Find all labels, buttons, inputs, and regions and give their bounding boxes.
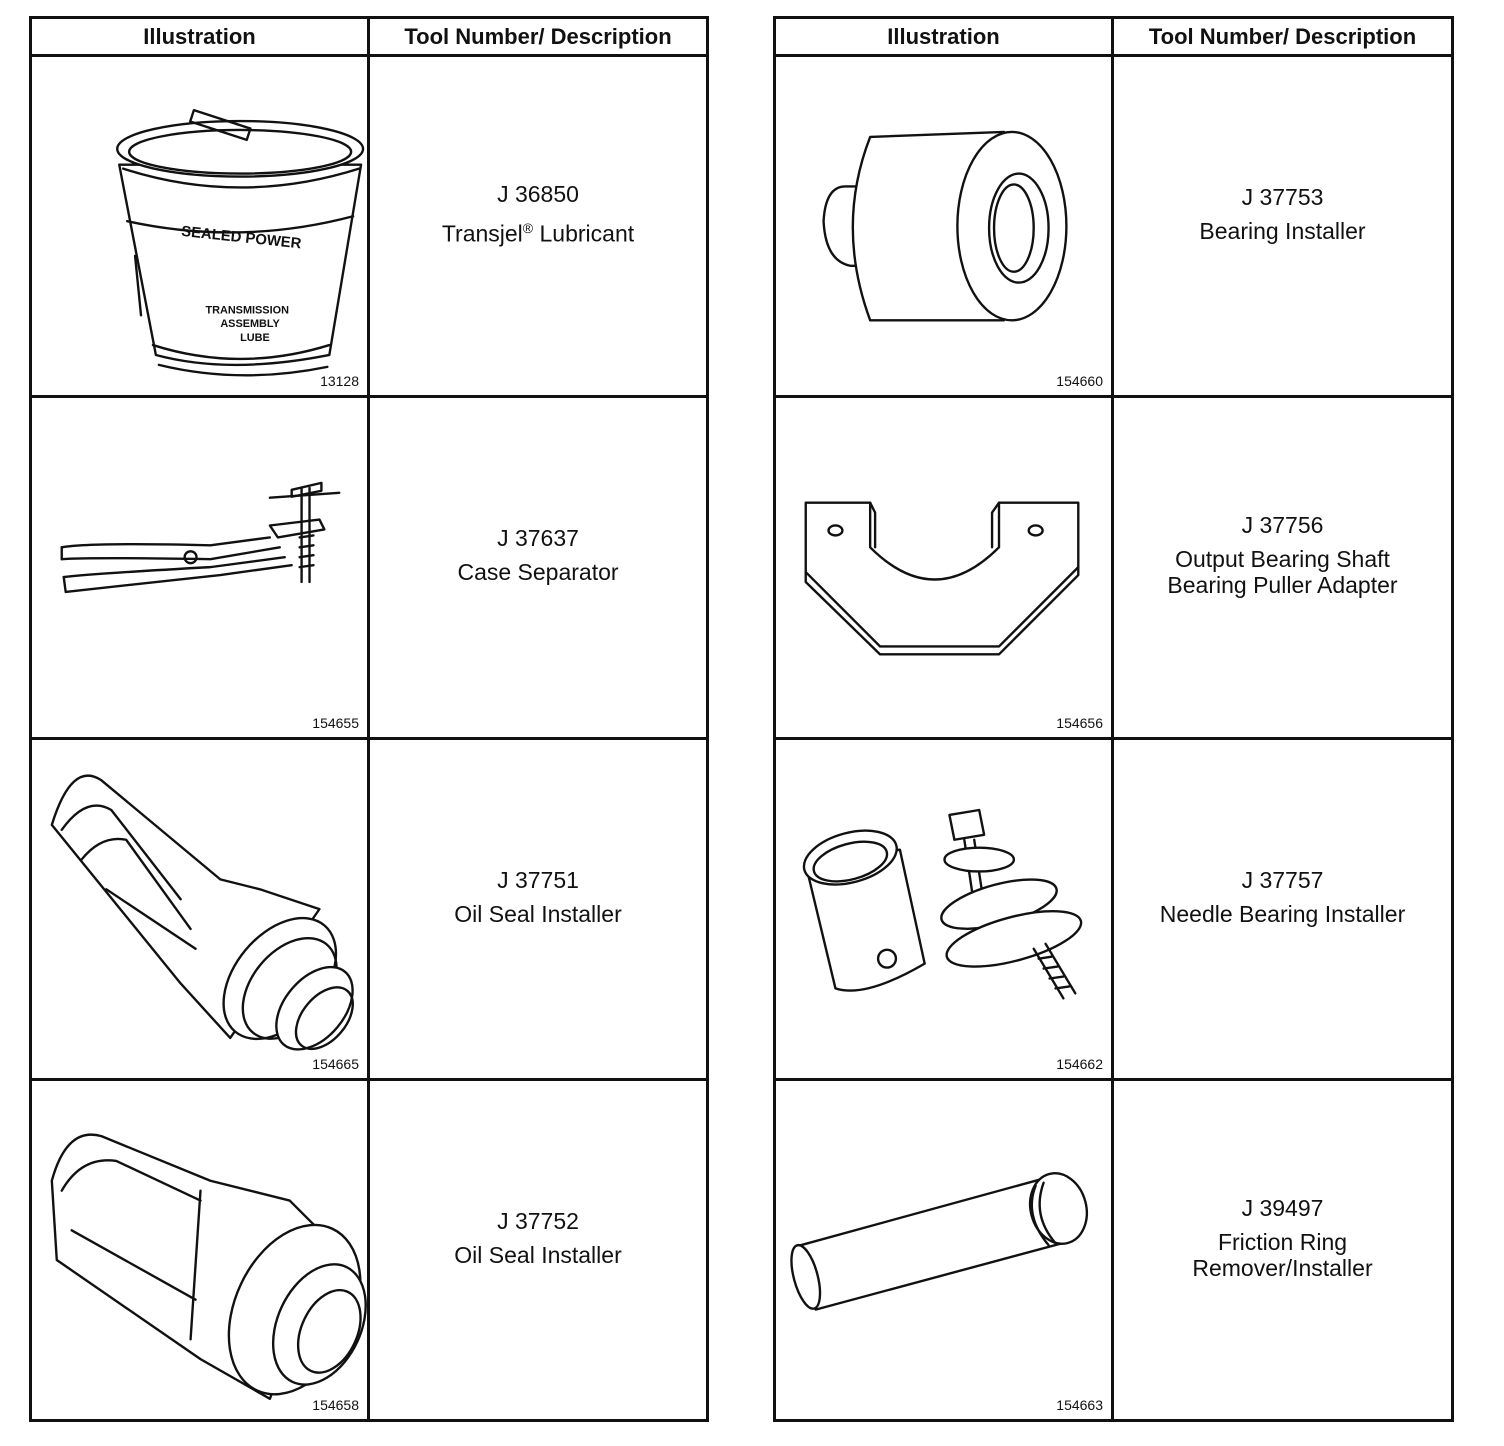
description-cell <box>1114 1081 1451 1419</box>
table-row <box>32 740 706 1081</box>
description-cell <box>1114 740 1451 1078</box>
illustration-cell <box>776 1081 1114 1419</box>
description-cell <box>370 1081 706 1419</box>
tub-label-line-3: LUBE <box>240 332 270 345</box>
figure-number: 154665 <box>312 1055 359 1072</box>
puller-adapter-icon <box>776 398 1111 736</box>
illustration-cell <box>776 57 1114 395</box>
figure-number: 154658 <box>312 1397 359 1413</box>
right-description-header: Tool Number/ Description <box>1148 23 1417 49</box>
tool-description-name: Transjel <box>441 220 523 247</box>
right-tool-table <box>773 16 1454 1422</box>
tub-brand-text: SEALED POWER <box>180 223 303 253</box>
registered-mark: ® <box>522 220 534 237</box>
tool-description-line-1: Output Bearing Shaft <box>1175 546 1390 573</box>
figure-number: 154662 <box>1056 1055 1103 1072</box>
tool-number: J 37757 <box>1241 866 1324 893</box>
tool-description <box>442 215 634 247</box>
figure-number: 154655 <box>312 714 359 731</box>
figure-number: 13128 <box>320 373 359 390</box>
illustration-cell <box>776 740 1114 1078</box>
description-cell <box>370 740 706 1078</box>
left-illustration-header: Illustration <box>32 19 370 54</box>
tool-number: J 39497 <box>1241 1194 1324 1221</box>
figure-number: 154663 <box>1056 1397 1103 1413</box>
left-tool-table <box>29 16 709 1422</box>
left-description-header: Tool Number/ Description <box>404 23 672 49</box>
illustration-cell <box>32 740 370 1078</box>
tool-number: J 36850 <box>497 181 579 208</box>
description-cell <box>370 57 706 395</box>
oil-seal-installer-icon <box>32 740 367 1078</box>
tool-number: J 37752 <box>497 1207 579 1234</box>
table-row <box>32 57 706 398</box>
tool-description: Oil Seal Installer <box>454 900 622 927</box>
lubricant-tub-icon <box>32 57 367 395</box>
tool-description-line-2: Bearing Puller Adapter <box>1167 572 1398 599</box>
tool-number: J 37753 <box>1241 184 1324 211</box>
tub-label-line-1: TRANSMISSION <box>205 304 289 317</box>
tool-number: J 37756 <box>1241 512 1324 539</box>
tool-description: Needle Bearing Installer <box>1159 900 1406 927</box>
bearing-installer-icon <box>776 57 1111 395</box>
description-cell <box>1114 57 1451 395</box>
illustration-cell <box>32 398 370 736</box>
needle-bearing-installer-icon <box>776 740 1111 1078</box>
table-row <box>32 1081 706 1419</box>
illustration-cell <box>776 398 1114 736</box>
right-illustration-header: Illustration <box>776 19 1114 54</box>
table-row <box>776 740 1451 1081</box>
table-row <box>776 57 1451 398</box>
tool-description: Oil Seal Installer <box>454 1241 622 1268</box>
tool-description: Bearing Installer <box>1199 218 1366 245</box>
tool-description-line-2: Remover/Installer <box>1192 1254 1373 1281</box>
description-cell <box>370 398 706 736</box>
table-row <box>776 398 1451 739</box>
left-header-row <box>32 19 706 57</box>
tool-description: Case Separator <box>457 559 619 586</box>
tool-description-suffix: Lubricant <box>533 220 635 247</box>
illustration-cell <box>32 57 370 395</box>
description-cell <box>1114 398 1451 736</box>
illustration-cell <box>32 1081 370 1419</box>
tool-number: J 37751 <box>497 866 579 893</box>
table-row <box>776 1081 1451 1419</box>
right-header-row <box>776 19 1451 57</box>
tub-label-line-2: ASSEMBLY <box>220 318 280 331</box>
table-row <box>32 398 706 739</box>
case-separator-icon <box>32 398 367 736</box>
friction-ring-tool-icon <box>776 1081 1111 1419</box>
tool-description-line-1: Friction Ring <box>1217 1228 1348 1255</box>
figure-number: 154656 <box>1056 714 1103 731</box>
tool-number: J 37637 <box>497 525 579 552</box>
figure-number: 154660 <box>1056 373 1103 390</box>
oil-seal-installer-icon <box>32 1081 367 1419</box>
